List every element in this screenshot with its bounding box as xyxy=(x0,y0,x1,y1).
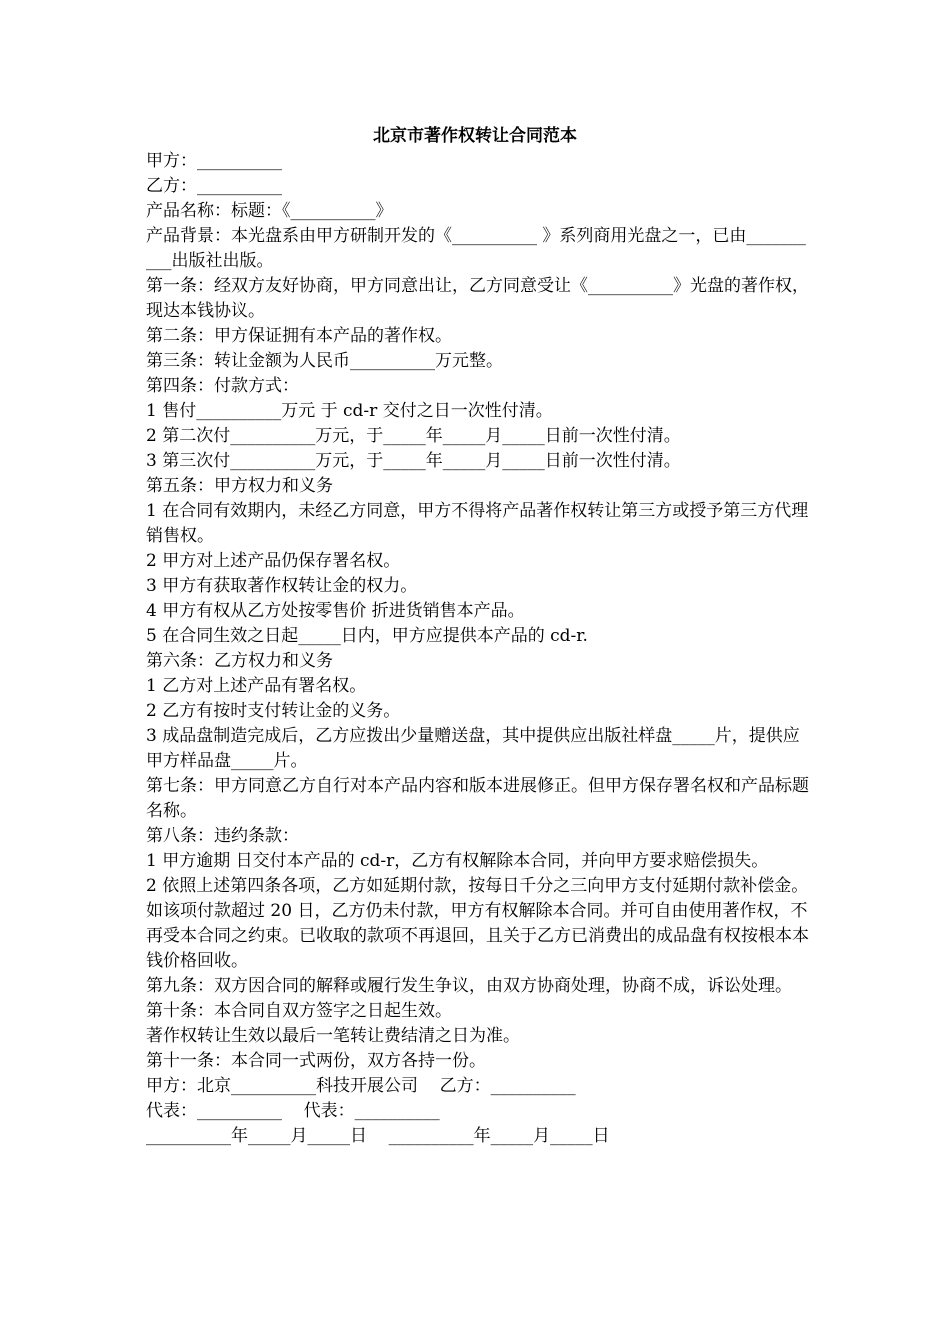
party-a-right-4: 4 甲方有权从乙方处按零售价 折进货销售本产品。 xyxy=(146,601,525,621)
payment-item-2: 2 第二次付__________万元，于_____年_____月_____日前一次性付清。 xyxy=(146,426,681,446)
signature-dates-line: __________年_____月_____日 __________年_____月_____日 xyxy=(146,1126,610,1146)
article-5-heading: 第五条：甲方权力和义务 xyxy=(146,476,333,496)
payment-item-3: 3 第三次付__________万元，于_____年_____月_____日前一次性付清。 xyxy=(146,451,681,471)
signature-representatives-line: 代表：__________ 代表：__________ xyxy=(146,1101,440,1121)
article-11-paragraph: 第十一条：本合同一式两份，双方各持一份。 xyxy=(146,1051,486,1071)
party-a-right-5: 5 在合同生效之日起_____日内，甲方应提供本产品的 cd-r. xyxy=(146,626,588,646)
party-b-line: 乙方：__________ xyxy=(146,176,282,196)
article-2-paragraph: 第二条：甲方保证拥有本产品的著作权。 xyxy=(146,326,452,346)
party-a-right-2: 2 甲方对上述产品仍保存署名权。 xyxy=(146,551,401,571)
article-6-heading: 第六条：乙方权力和义务 xyxy=(146,651,333,671)
breach-item-1: 1 甲方逾期 日交付本产品的 cd-r，乙方有权解除本合同，并向甲方要求赔偿损失。 xyxy=(146,851,769,871)
effective-date-paragraph: 著作权转让生效以最后一笔转让费结清之日为准。 xyxy=(146,1026,520,1046)
article-3-paragraph: 第三条：转让金额为人民币__________万元整。 xyxy=(146,351,503,371)
party-b-right-2: 2 乙方有按时支付转让金的义务。 xyxy=(146,701,401,721)
article-10-paragraph: 第十条：本合同自双方签字之日起生效。 xyxy=(146,1001,452,1021)
signature-parties-line: 甲方：北京__________科技开展公司 乙方：__________ xyxy=(146,1076,576,1096)
party-a-right-1: 1 在合同有效期内，未经乙方同意，甲方不得将产品著作权转让第三方或授予第三方代理销售权。 xyxy=(146,501,809,546)
document-title: 北京市著作权转让合同范本 xyxy=(373,126,577,146)
product-background-paragraph: 产品背景：本光盘系由甲方研制开发的《__________ 》系列商用光盘之一，已由__________出版社出版。 xyxy=(146,226,806,271)
product-name-line: 产品名称：标题：《__________》 xyxy=(146,201,393,221)
article-1-paragraph: 第一条：经双方友好协商，甲方同意出让，乙方同意受让《__________》光盘的著作权，现达本钱协议。 xyxy=(146,276,809,321)
party-a-right-3: 3 甲方有获取著作权转让金的权力。 xyxy=(146,576,418,596)
document-body xyxy=(146,149,811,1149)
party-b-right-3: 3 成品盘制造完成后，乙方应拨出少量赠送盘，其中提供应出版社样盘_____片，提供应甲方样品盘_____片。 xyxy=(146,726,800,771)
party-b-right-1: 1 乙方对上述产品有署名权。 xyxy=(146,676,367,696)
payment-item-1: 1 售付__________万元 于 cd-r 交付之日一次性付清。 xyxy=(146,401,553,421)
breach-item-2: 2 依照上述第四条各项，乙方如延期付款，按每日千分之三向甲方支付延期付款补偿金。如该项付款超过 20 日，乙方仍未付款，甲方有权解除本合同。并可自由使用著作权，不再受本合同之约束。已收取的款项不再退回，且关于乙方已消费出的成品盘有权按根本本钱价格回收。 xyxy=(146,876,809,971)
article-8-heading: 第八条：违约条款： xyxy=(146,826,299,846)
article-7-paragraph: 第七条：甲方同意乙方自行对本产品内容和版本进展修正。但甲方保存署名权和产品标题名称。 xyxy=(146,776,809,821)
article-9-paragraph: 第九条：双方因合同的解释或履行发生争议，由双方协商处理，协商不成，诉讼处理。 xyxy=(146,976,792,996)
article-4-heading: 第四条：付款方式： xyxy=(146,376,299,396)
party-a-line: 甲方：__________ xyxy=(146,151,282,171)
